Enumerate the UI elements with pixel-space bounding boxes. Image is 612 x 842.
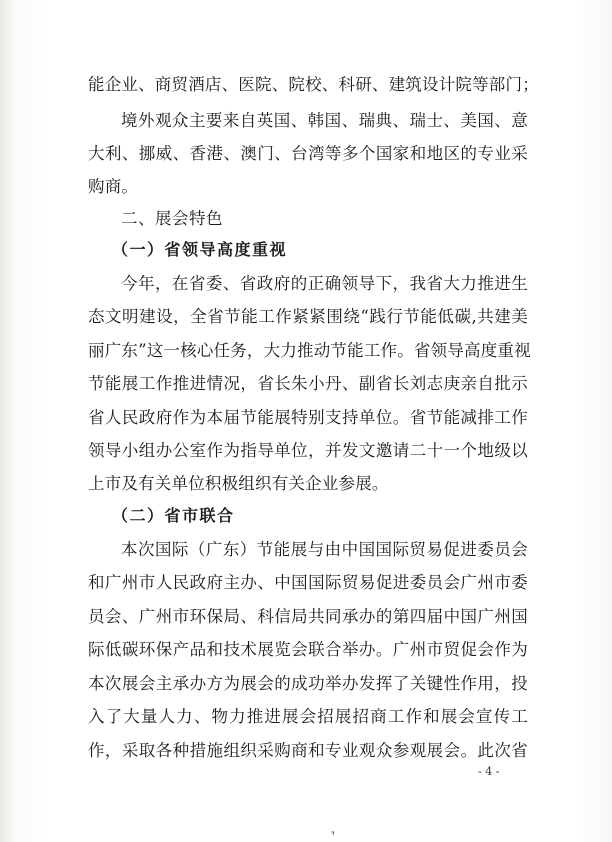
body-line: 员会、广州市环保局、科信局共同承办的第四届中国广州国 xyxy=(88,607,528,626)
page-number: - 4 - xyxy=(478,765,500,778)
body-line: 省人民政府作为本届节能展特别支持单位。省节能减排工作 xyxy=(88,408,528,427)
scan-mark-icon xyxy=(330,831,336,836)
body-line: 今年，在省委、省政府的正确领导下，我省大力推进生 xyxy=(121,274,528,293)
body-line: 入了大量人力、物力推进展会招展招商工作和展会宣传工 xyxy=(88,707,528,726)
body-line: 能企业、商贸酒店、医院、院校、科研、建筑设计院等部门； xyxy=(88,75,539,94)
scan-edge-shadow xyxy=(0,0,14,842)
body-line: 作，采取各种措施组织采购商和专业观众参观展会。此次省 xyxy=(88,741,528,760)
body-line: 态文明建设，全省节能工作紧紧围绕“践行节能低碳,共建美 xyxy=(88,307,528,326)
body-line: 际低碳环保产品和技术展览会联合举办。广州市贸促会作为 xyxy=(88,640,528,659)
body-line: 本次国际（广东）节能展与由中国国际贸易促进委员会 xyxy=(121,540,528,559)
body-line: 节能展工作推进情况，省长朱小丹、副省长刘志庚亲自批示 xyxy=(88,374,528,393)
body-line: 境外观众主要来自英国、韩国、瑞典、瑞士、美国、意 xyxy=(121,111,528,130)
body-line: 本次展会主承办方为展会的成功举办发挥了关键性作用，投 xyxy=(88,674,528,693)
body-line: 上市及有关单位积极组织有关企业参展。 xyxy=(88,474,389,493)
body-line: 大利、挪威、香港、澳门、台湾等多个国家和地区的专业采 xyxy=(88,144,528,163)
body-line: 和广州市人民政府主办、中国国际贸易促进委员会广州市委 xyxy=(88,573,528,592)
body-line: 丽广东”这一核心任务，大力推动节能工作。省领导高度重视 xyxy=(88,341,531,360)
body-line: 购商。 xyxy=(88,177,139,196)
subsection-heading: （一）省领导高度重视 xyxy=(112,240,288,259)
body-line: 领导小组办公室作为指导单位，并发文邀请二十一个地级以 xyxy=(88,441,528,460)
subsection-heading: （二）省市联合 xyxy=(112,506,235,525)
section-heading: 二、展会特色 xyxy=(121,209,223,228)
